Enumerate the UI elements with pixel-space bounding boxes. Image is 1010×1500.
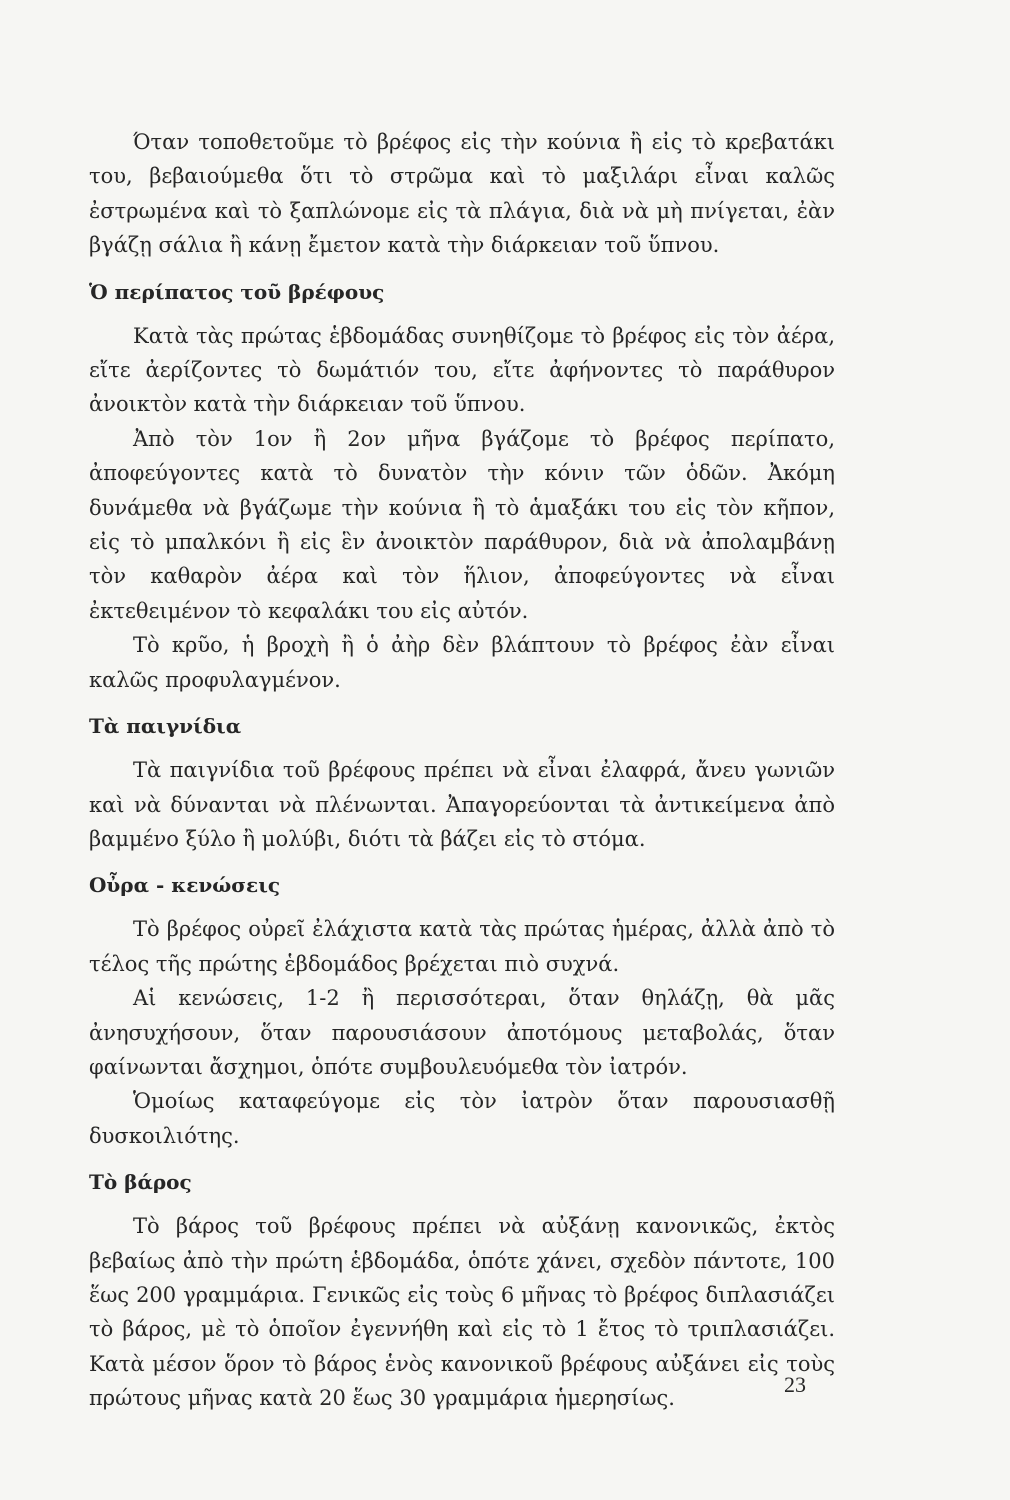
section-urine-stool bbox=[89, 868, 835, 1153]
paragraph: Τὸ βρέφος οὐρεῖ ἐλάχιστα κατὰ τὰς πρώτας ἡμέρας, ἀλλὰ ἀπὸ τὸ τέλος τῆς πρώτης ἑβδομάδος βρέχεται πιὸ συχνά. bbox=[89, 917, 835, 976]
paragraph: Τὸ κρῦο, ἡ βροχὴ ἢ ὁ ἀὴρ δὲν βλάπτουν τὸ βρέφος ἐὰν εἶναι καλῶς προφυλαγμένον. bbox=[89, 633, 835, 692]
section-heading: Τὸ βάρος bbox=[89, 1170, 192, 1195]
section-heading: Τὰ παιγνίδια bbox=[89, 714, 242, 739]
paragraph: Ὁμοίως καταφεύγομε εἰς τὸν ἰατρὸν ὅταν παρουσιασθῇ δυσκοιλιότης. bbox=[89, 1089, 835, 1148]
page-number: 23 bbox=[784, 1372, 806, 1397]
section-heading: Οὖρα - κενώσεις bbox=[89, 873, 281, 898]
paragraph: Τὸ βάρος τοῦ βρέφους πρέπει νὰ αὐξάνῃ κανονικῶς, ἐκτὸς βεβαίως ἀπὸ τὴν πρώτη ἑβδομάδα, ὁπότε χάνει, σχεδὸν πάντοτε, 100 ἕως 200 γραμμάρια. Γενικῶς εἰς τοὺς 6 μῆνας τὸ βρέφος διπλασιάζει τὸ βάρος, μὲ τὸ ὁποῖον ἐγεννήθη καὶ εἰς τὸ 1 ἔτος τὸ τριπλασιάζει. Κατὰ μέσον ὅρον τὸ βάρος ἑνὸς κανονικοῦ βρέφους αὐξάνει εἰς τοὺς πρώτους μῆνας κατὰ 20 ἕως 30 γραμμάρια ἡμερησίως. bbox=[89, 1214, 835, 1411]
section-weight bbox=[89, 1165, 835, 1415]
paragraph: Αἱ κενώσεις, 1-2 ἢ περισσότεραι, ὅταν θηλάζῃ, θὰ μᾶς ἀνησυχήσουν, ὅταν παρουσιάσουν ἀποτόμους μεταβολάς, ὅταν φαίνωνται ἄσχημοι, ὁπότε συμβουλευόμεθα τὸν ἰατρόν. bbox=[89, 986, 835, 1079]
paragraph: Ἀπὸ τὸν 1ον ἢ 2ον μῆνα βγάζομε τὸ βρέφος περίπατο, ἀποφεύγοντες κατὰ τὸ δυνατὸν τὴν κόνιν τῶν ὁδῶν. Ἀκόμη δυνάμεθα νὰ βγάζωμε τὴν κούνια ἢ τὸ ἁμαξάκι του εἰς τὸν κῆπον, εἰς τὸ μπαλκόνι ἢ εἰς ἓν ἀνοικτὸν παράθυρον, διὰ νὰ ἀπολαμβάνῃ τὸν καθαρὸν ἀέρα καὶ τὸν ἥλιον, ἀποφεύγοντες νὰ εἶναι ἐκτεθειμένον τὸ κεφαλάκι του εἰς αὐτόν. bbox=[89, 426, 835, 623]
section-walk bbox=[89, 275, 835, 697]
paragraph: Όταν τοποθετοῦμε τὸ βρέφος εἰς τὴν κούνια ἢ εἰς τὸ κρεβατάκι του, βεβαιούμεθα ὅτι τὸ στρῶμα καὶ τὸ μαξιλάρι εἶναι καλῶς ἐστρωμένα καὶ τὸ ξαπλώνομε εἰς τὰ πλάγια, διὰ νὰ μὴ πνίγεται, ἐὰν βγάζῃ σάλια ἢ κάνῃ ἔμετον κατὰ τὴν διάρκειαν τοῦ ὕπνου. bbox=[89, 130, 835, 258]
section-toys bbox=[89, 709, 835, 856]
paragraph: Κατὰ τὰς πρώτας ἑβδομάδας συνηθίζομε τὸ βρέφος εἰς τὸν ἀέρα, εἴτε ἀερίζοντες τὸ δωμάτιόν του, εἴτε ἀφήνοντες τὸ παράθυρον ἀνοικτὸν κατὰ τὴν διάρκειαν τοῦ ὕπνου. bbox=[89, 323, 835, 417]
page-body bbox=[89, 125, 835, 1416]
section-intro bbox=[89, 125, 835, 263]
paragraph: Τὰ παιγνίδια τοῦ βρέφους πρέπει νὰ εἶναι ἐλαφρά, ἄνευ γωνιῶν καὶ νὰ δύνανται νὰ πλένωνται. Ἀπαγορεύονται τὰ ἀντικείμενα ἀπὸ βαμμένο ξύλο ἢ μολύβι, διότι τὰ βάζει εἰς τὸ στόμα. bbox=[89, 758, 835, 851]
section-heading: Ὁ περίπατος τοῦ βρέφους bbox=[89, 279, 385, 304]
